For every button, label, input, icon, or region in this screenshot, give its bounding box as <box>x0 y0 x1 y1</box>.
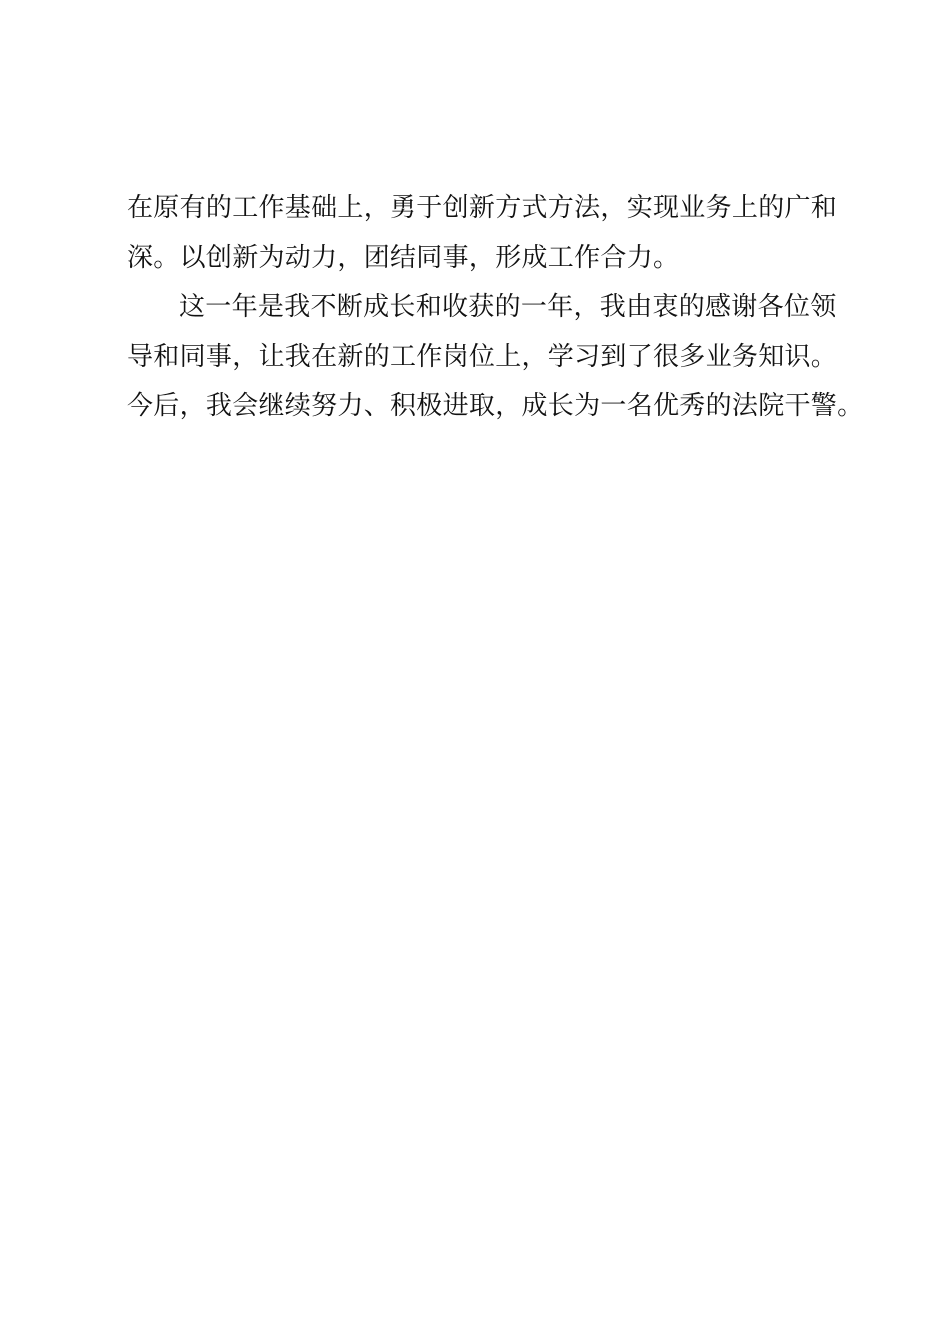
paragraph-line: 在原有的工作基础上，勇于创新方式方法，实现业务上的广和 <box>127 193 838 223</box>
paragraph-line: 今后，我会继续努力、积极进取，成长为一名优秀的法院干警。 <box>127 391 864 421</box>
paragraph-line: 导和同事，让我在新的工作岗位上，学习到了很多业务知识。 <box>127 341 838 372</box>
paragraph-line: 深。以创新为动力，团结同事，形成工作合力。 <box>127 242 680 273</box>
paragraph-line: 这一年是我不断成长和收获的一年，我由衷的感谢各位领 <box>179 292 837 322</box>
body-text <box>127 184 864 432</box>
